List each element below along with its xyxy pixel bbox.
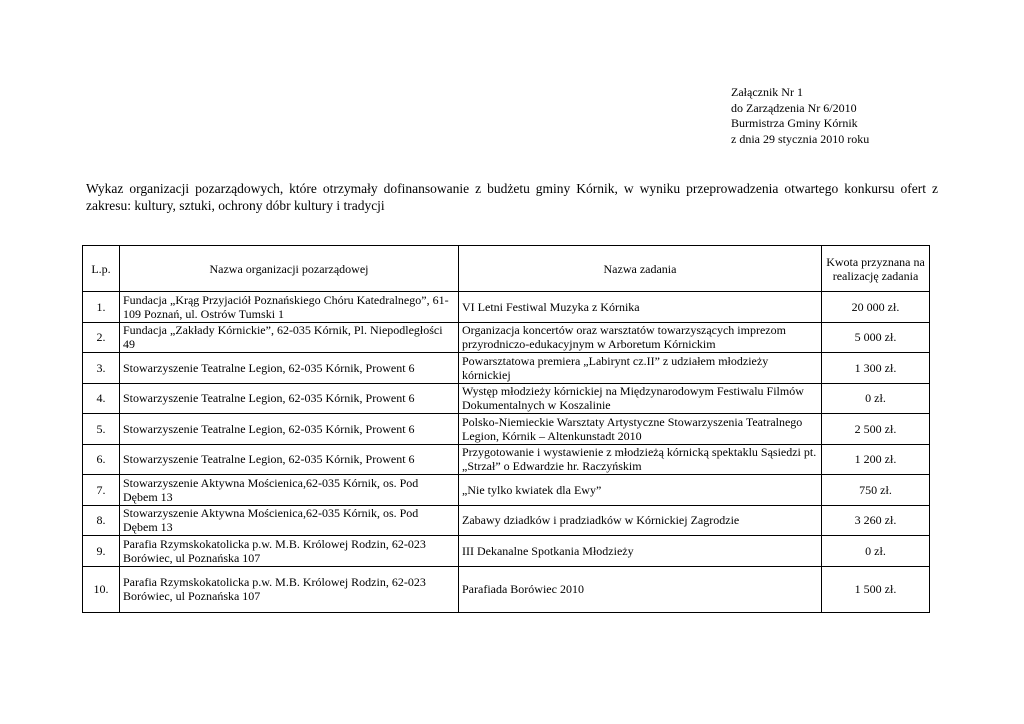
row-task: Przygotowanie i wystawienie z młodzieżą kórnicką spektaklu Sąsiedzi pt. „Strzał” o Edwardzie hr. Raczyńskim bbox=[459, 444, 822, 475]
row-no: 8. bbox=[83, 505, 120, 536]
table-row bbox=[83, 414, 930, 445]
row-organization: Stowarzyszenie Aktywna Mościenica,62-035 Kórnik, os. Pod Dębem 13 bbox=[120, 505, 459, 536]
row-task: Powarsztatowa premiera „Labirynt cz.II” z udziałem młodzieży kórnickiej bbox=[459, 353, 822, 384]
table-row bbox=[83, 444, 930, 475]
attachment-line-4: z dnia 29 stycznia 2010 roku bbox=[731, 131, 870, 146]
table-row bbox=[83, 566, 930, 612]
table-header-row bbox=[83, 246, 930, 292]
row-organization: Fundacja „Zakłady Kórnickie”, 62-035 Kórnik, Pl. Niepodległości 49 bbox=[120, 322, 459, 353]
row-task: III Dekanalne Spotkania Młodzieży bbox=[459, 536, 822, 567]
row-organization: Parafia Rzymskokatolicka p.w. M.B. Królowej Rodzin, 62-023 Borówiec, ul Poznańska 107 bbox=[120, 566, 459, 612]
row-task: Zabawy dziadków i pradziadków w Kórnickiej Zagrodzie bbox=[459, 505, 822, 536]
row-organization: Stowarzyszenie Teatralne Legion, 62-035 Kórnik, Prowent 6 bbox=[120, 444, 459, 475]
row-no: 2. bbox=[83, 322, 120, 353]
row-amount: 1 500 zł. bbox=[822, 566, 930, 612]
table-row bbox=[83, 505, 930, 536]
row-no: 6. bbox=[83, 444, 120, 475]
row-amount: 750 zł. bbox=[822, 475, 930, 506]
row-task: Polsko-Niemieckie Warsztaty Artystyczne Stowarzyszenia Teatralnego Legion, Kórnik – Altenkunstadt 2010 bbox=[459, 414, 822, 445]
header-amount: Kwota przyznana na realizację zadania bbox=[822, 246, 930, 292]
row-amount: 0 zł. bbox=[822, 383, 930, 414]
row-no: 4. bbox=[83, 383, 120, 414]
table-row bbox=[83, 322, 930, 353]
row-organization: Stowarzyszenie Teatralne Legion, 62-035 Kórnik, Prowent 6 bbox=[120, 414, 459, 445]
table-row bbox=[83, 353, 930, 384]
attachment-line-3: Burmistrza Gminy Kórnik bbox=[731, 116, 858, 130]
header-no: L.p. bbox=[83, 246, 120, 292]
row-task: „Nie tylko kwiatek dla Ewy” bbox=[459, 475, 822, 506]
row-amount: 0 zł. bbox=[822, 536, 930, 567]
row-no: 5. bbox=[83, 414, 120, 445]
attachment-line-1: Załącznik Nr 1 bbox=[731, 85, 803, 99]
row-no: 1. bbox=[83, 292, 120, 323]
grants-table bbox=[82, 245, 930, 613]
table-row bbox=[83, 536, 930, 567]
document-heading: Wykaz organizacji pozarządowych, które otrzymały dofinansowanie z budżetu gminy Kórnik, w wyniku przeprowadzenia otwartego konkursu ofert z zakresu: kultury, sztuki, ochrony dóbr kultury i tradycji bbox=[86, 181, 938, 213]
table-row bbox=[83, 475, 930, 506]
attachment-header bbox=[731, 85, 869, 147]
row-no: 3. bbox=[83, 353, 120, 384]
header-task: Nazwa zadania bbox=[459, 246, 822, 292]
row-amount: 1 300 zł. bbox=[822, 353, 930, 384]
row-amount: 1 200 zł. bbox=[822, 444, 930, 475]
row-amount: 5 000 zł. bbox=[822, 322, 930, 353]
row-amount: 2 500 zł. bbox=[822, 414, 930, 445]
header-organization: Nazwa organizacji pozarządowej bbox=[120, 246, 459, 292]
row-no: 9. bbox=[83, 536, 120, 567]
row-task: Występ młodzieży kórnickiej na Międzynarodowym Festiwalu Filmów Dokumentalnych w Koszalinie bbox=[459, 383, 822, 414]
row-organization: Stowarzyszenie Teatralne Legion, 62-035 Kórnik, Prowent 6 bbox=[120, 353, 459, 384]
row-task: Organizacja koncertów oraz warsztatów towarzyszących imprezom przyrodniczo-edukacyjnym w Arboretum Kórnickim bbox=[459, 322, 822, 353]
row-no: 7. bbox=[83, 475, 120, 506]
row-task: VI Letni Festiwal Muzyka z Kórnika bbox=[459, 292, 822, 323]
row-amount: 20 000 zł. bbox=[822, 292, 930, 323]
row-organization: Stowarzyszenie Aktywna Mościenica,62-035 Kórnik, os. Pod Dębem 13 bbox=[120, 475, 459, 506]
row-organization: Parafia Rzymskokatolicka p.w. M.B. Królowej Rodzin, 62-023 Borówiec, ul Poznańska 107 bbox=[120, 536, 459, 567]
row-organization: Fundacja „Krąg Przyjaciół Poznańskiego Chóru Katedralnego”, 61-109 Poznań, ul. Ostrów Tumski 1 bbox=[120, 292, 459, 323]
row-amount: 3 260 zł. bbox=[822, 505, 930, 536]
row-no: 10. bbox=[83, 566, 120, 612]
table-row bbox=[83, 292, 930, 323]
table-row bbox=[83, 383, 930, 414]
row-organization: Stowarzyszenie Teatralne Legion, 62-035 Kórnik, Prowent 6 bbox=[120, 383, 459, 414]
row-task: Parafiada Borówiec 2010 bbox=[459, 566, 822, 612]
attachment-line-2: do Zarządzenia Nr 6/2010 bbox=[731, 100, 857, 115]
